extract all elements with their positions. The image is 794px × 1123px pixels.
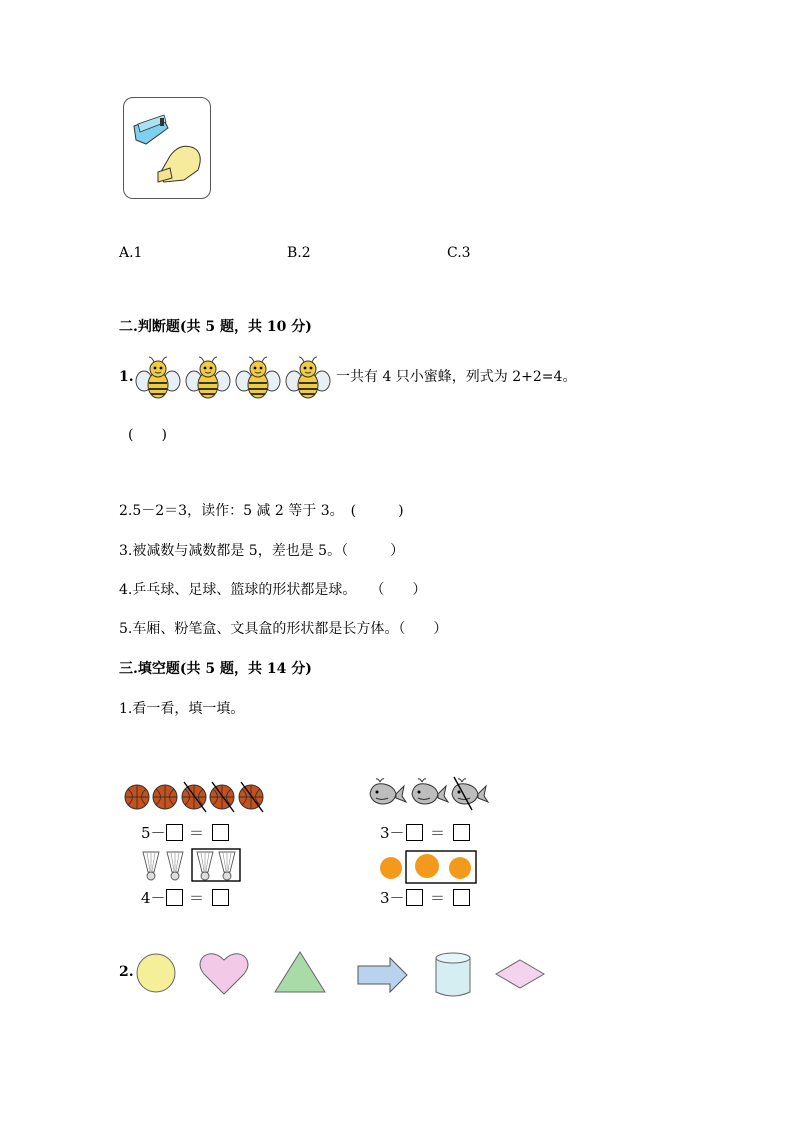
whale-icon [452,777,488,810]
q2-text: 2.5－2＝3，读作：5 减 2 等于 3。 ( ) [119,503,404,519]
eq3-lead: 4－ [141,889,166,907]
section3-heading: 三.填空题(共 5 题，共 14 分) [119,661,312,677]
section2-heading: 二.判断题(共 5 题，共 10 分) [119,319,312,335]
basketballs-image [122,780,272,814]
basketball-icon [210,782,234,812]
basketball-icon [153,785,177,809]
arrow-shape-icon [358,958,407,992]
q1-answer-paren: ( ) [128,427,167,443]
cylinder-shape-icon [436,953,470,996]
basketball-icon [239,782,263,812]
eq3-equals: ＝ [189,889,205,907]
diamond-shape-icon [496,960,544,988]
whale-icon [370,779,406,804]
triangle-shape-icon [275,952,325,992]
eq2-lead: 3－ [380,824,405,842]
eq1-equals: ＝ [189,824,205,842]
q1-number: 1. [119,369,134,385]
eq1-lead: 5－ [141,824,166,842]
eq4-blank-2[interactable] [453,889,470,906]
basketball-icon [182,782,206,812]
bees-image [134,355,336,403]
fill-q1-text: 1.看一看，填一填。 [119,701,245,717]
whale-icon [412,779,448,804]
circle-shape-icon [137,954,175,992]
shapes-image [134,946,549,1000]
eq4-blank-1[interactable] [406,889,423,906]
eq1-blank-1[interactable] [166,824,183,841]
whistle-icon [124,98,212,200]
basketball-icon [125,785,149,809]
bee-icon [136,357,180,398]
eq3-blank-1[interactable] [166,889,183,906]
q1-text: 一共有 4 只小蜜蜂，列式为 2+2=4。 [336,369,577,385]
eq2-equals: ＝ [430,824,446,842]
shuttlecocks-image [137,848,242,882]
option-b: B.2 [287,245,311,261]
eq4-lead: 3－ [380,889,405,907]
q3-text: 3.被减数与减数都是 5，差也是 5。（ ） [119,543,405,559]
bee-icon [236,357,280,398]
whistle-image-card [123,97,211,199]
whales-image [366,776,490,812]
orange-icon [380,857,402,879]
option-c: C.3 [447,245,471,261]
orange-icon [449,857,471,879]
option-a: A.1 [119,245,143,261]
q4-text: 4.乒乓球、足球、篮球的形状都是球。 （ ） [119,582,427,598]
eq2-blank-2[interactable] [453,824,470,841]
shuttlecock-icon [143,852,159,880]
bee-icon [286,357,330,398]
eq1-blank-2[interactable] [212,824,229,841]
orange-icon [415,854,439,878]
eq4-equals: ＝ [430,889,446,907]
fill-q2-number: 2. [119,964,134,980]
eq2-blank-1[interactable] [406,824,423,841]
heart-shape-icon [200,954,248,994]
oranges-image [378,849,478,885]
eq3-blank-2[interactable] [212,889,229,906]
shuttlecock-icon [197,852,213,880]
q5-text: 5.车厢、粉笔盒、文具盒的形状都是长方体。（ ） [119,621,448,637]
shuttlecock-icon [219,852,235,880]
bee-icon [186,357,230,398]
shuttlecock-icon [167,852,183,880]
